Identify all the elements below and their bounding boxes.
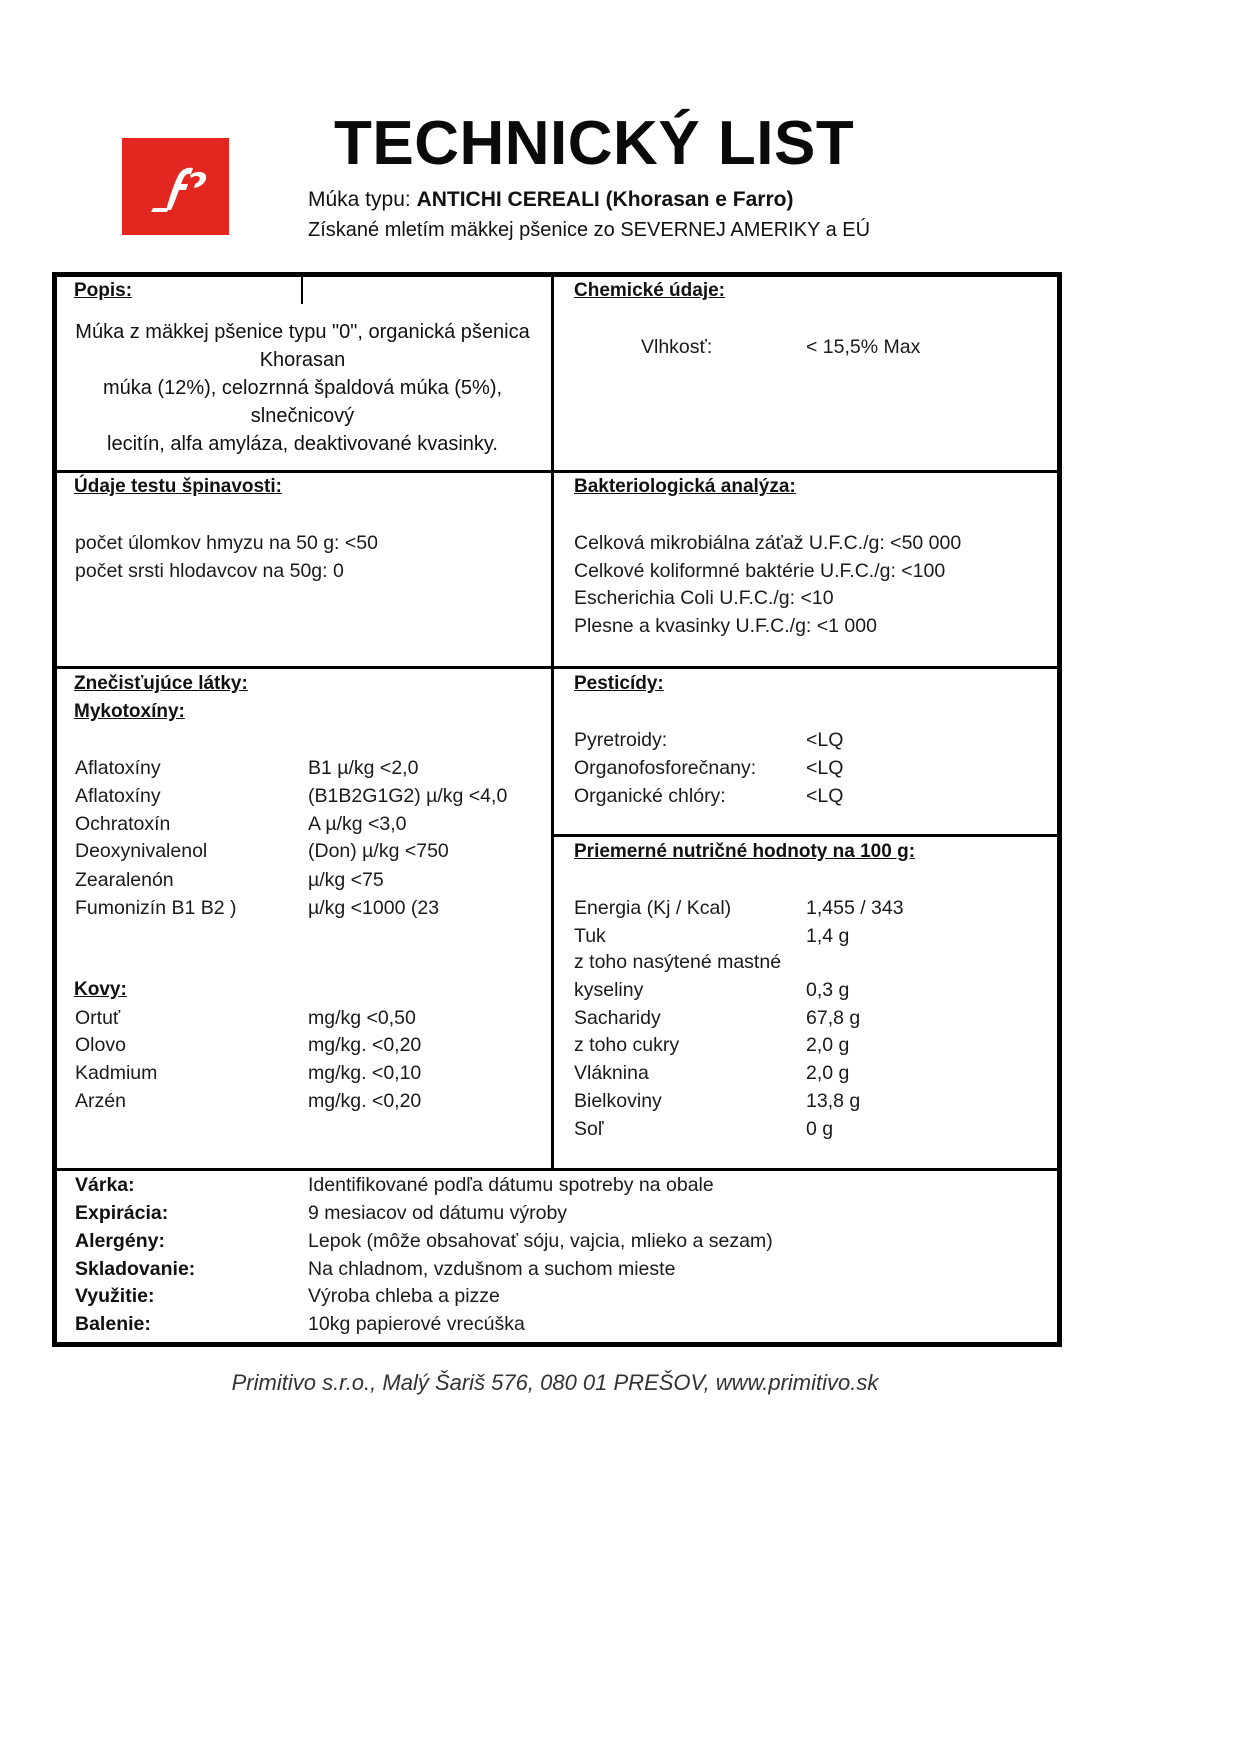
info-label: Expirácia: <box>75 1202 169 1224</box>
popis-line: lecitín, alfa amyláza, deaktivované kvasinky. <box>107 433 498 455</box>
nutrient-name: Sacharidy <box>574 1007 661 1029</box>
nutrient-value: 1,4 g <box>806 925 850 947</box>
flour-type-value: ANTICHI CEREALI (Khorasan e Farro) <box>416 188 794 211</box>
pesticide-name: Pyretroidy: <box>574 729 668 751</box>
popis-line: Múka z mäkkej pšenice typu "0", organická pšenica <box>75 321 530 343</box>
mykotoxiny-heading: Mykotoxíny: <box>74 701 185 722</box>
footer-address: Primitivo s.r.o., Malý Šariš 576, 080 01 PREŠOV, www.primitivo.sk <box>231 1370 879 1395</box>
nutrient-value: 2,0 g <box>806 1034 850 1056</box>
metal-value: mg/kg. <0,20 <box>308 1090 422 1112</box>
znecistujuce-heading: Znečisťujúce látky: <box>74 673 248 694</box>
nutrient-value: 13,8 g <box>806 1090 861 1112</box>
flour-type <box>308 188 793 212</box>
info-value: Na chladnom, vzdušnom a suchom mieste <box>308 1258 676 1280</box>
mykotoxin-value: µ/kg <75 <box>308 869 384 891</box>
info-value: Lepok (môže obsahovať sóju, vajcia, mlieko a sezam) <box>308 1230 773 1252</box>
bakterio-line: Escherichia Coli U.F.C./g: <10 <box>574 587 834 609</box>
info-label: Skladovanie: <box>75 1258 196 1280</box>
pesticide-name: Organofosforečnany: <box>574 757 757 779</box>
spinavost-line: počet srsti hlodavcov na 50g: 0 <box>75 560 344 582</box>
mykotoxin-name: Fumonizín B1 B2 ) <box>75 897 237 919</box>
company-logo <box>122 138 229 235</box>
pesticidy-heading: Pesticídy: <box>574 673 664 694</box>
spinavost-line: počet úlomkov hmyzu na 50 g: <50 <box>75 532 378 554</box>
fp-logo-icon <box>122 138 229 235</box>
info-label: Využitie: <box>75 1285 155 1307</box>
pesticide-name: Organické chlóry: <box>574 785 726 807</box>
bakterio-line: Plesne a kvasinky U.F.C./g: <1 000 <box>574 615 877 637</box>
nutrient-name: Vláknina <box>574 1062 649 1084</box>
pesticide-value: <LQ <box>806 729 844 751</box>
nutrient-name: kyseliny <box>574 979 644 1001</box>
mykotoxin-name: Aflatoxíny <box>75 757 161 779</box>
metal-value: mg/kg. <0,20 <box>308 1034 422 1056</box>
pesticide-value: <LQ <box>806 757 844 779</box>
info-value: 10kg papierové vrecúška <box>308 1313 525 1335</box>
popis-line: Khorasan <box>259 349 346 371</box>
row-divider-1 <box>57 470 1057 473</box>
nutrient-name: z toho nasýtené mastné <box>574 951 782 973</box>
mykotoxin-value: A µ/kg <3,0 <box>308 813 407 835</box>
metal-name: Kadmium <box>75 1062 158 1084</box>
popis-line: múka (12%), celozrnná špaldová múka (5%), <box>102 377 503 399</box>
bakterio-line: Celková mikrobiálna záťaž U.F.C./g: <50 000 <box>574 532 962 554</box>
nutrient-value: 0,3 g <box>806 979 850 1001</box>
nutrient-name: z toho cukry <box>574 1034 680 1056</box>
mykotoxin-name: Zearalenón <box>75 869 174 891</box>
nutrient-name: Soľ <box>574 1118 604 1140</box>
mykotoxin-value: µ/kg <1000 (23 <box>308 897 440 919</box>
metal-name: Arzén <box>75 1090 126 1112</box>
nutrient-name: Tuk <box>574 925 606 947</box>
moisture-value: < 15,5% Max <box>806 336 921 358</box>
flour-type-label: Múka typu: <box>308 188 411 211</box>
metal-name: Ortuť <box>75 1007 121 1029</box>
bakterio-heading: Bakteriologická analýza: <box>574 476 796 497</box>
nutricne-heading: Priemerné nutričné hodnoty na 100 g: <box>574 841 916 862</box>
moisture-label: Vlhkosť: <box>641 336 713 358</box>
info-label: Alergény: <box>75 1230 165 1252</box>
popis-description <box>60 318 545 458</box>
popis-heading: Popis: <box>74 280 133 301</box>
info-value: Výroba chleba a pizze <box>308 1285 500 1307</box>
column-divider <box>551 277 554 1170</box>
info-value: 9 mesiacov od dátumu výroby <box>308 1202 568 1224</box>
metal-value: mg/kg <0,50 <box>308 1007 416 1029</box>
info-value: Identifikované podľa dátumu spotreby na obale <box>308 1174 714 1196</box>
mykotoxin-value: (B1B2G1G2) µ/kg <4,0 <box>308 785 508 807</box>
header-tick-divider <box>301 277 303 304</box>
nutrient-value: 2,0 g <box>806 1062 850 1084</box>
origin-text: Získané mletím mäkkej pšenice zo SEVERNEJ AMERIKY a EÚ <box>308 219 871 241</box>
bakterio-line: Celkové koliformné baktérie U.F.C./g: <100 <box>574 560 946 582</box>
row-divider-2 <box>57 666 1057 669</box>
popis-line: slnečnicový <box>250 405 355 427</box>
info-label: Várka: <box>75 1174 135 1196</box>
info-label: Balenie: <box>75 1313 151 1335</box>
spinavost-heading: Údaje testu špinavosti: <box>74 476 282 497</box>
nutrient-name: Bielkoviny <box>574 1090 662 1112</box>
mykotoxin-name: Deoxynivalenol <box>75 840 208 862</box>
row-divider-3 <box>57 1168 1057 1171</box>
row-divider-right <box>553 834 1057 837</box>
nutrient-value: 1,455 / 343 <box>806 897 904 919</box>
chemicke-heading: Chemické údaje: <box>574 280 725 301</box>
metal-value: mg/kg. <0,10 <box>308 1062 422 1084</box>
nutrient-value: 67,8 g <box>806 1007 861 1029</box>
kovy-heading: Kovy: <box>74 979 127 1000</box>
nutrient-name: Energia (Kj / Kcal) <box>574 897 732 919</box>
mykotoxin-name: Ochratoxín <box>75 813 171 835</box>
mykotoxin-name: Aflatoxíny <box>75 785 161 807</box>
page-title: TECHNICKÝ LIST <box>334 109 855 178</box>
nutrient-value: 0 g <box>806 1118 834 1140</box>
metal-name: Olovo <box>75 1034 126 1056</box>
mykotoxin-value: B1 µ/kg <2,0 <box>308 757 419 779</box>
mykotoxin-value: (Don) µ/kg <750 <box>308 840 449 862</box>
pesticide-value: <LQ <box>806 785 844 807</box>
